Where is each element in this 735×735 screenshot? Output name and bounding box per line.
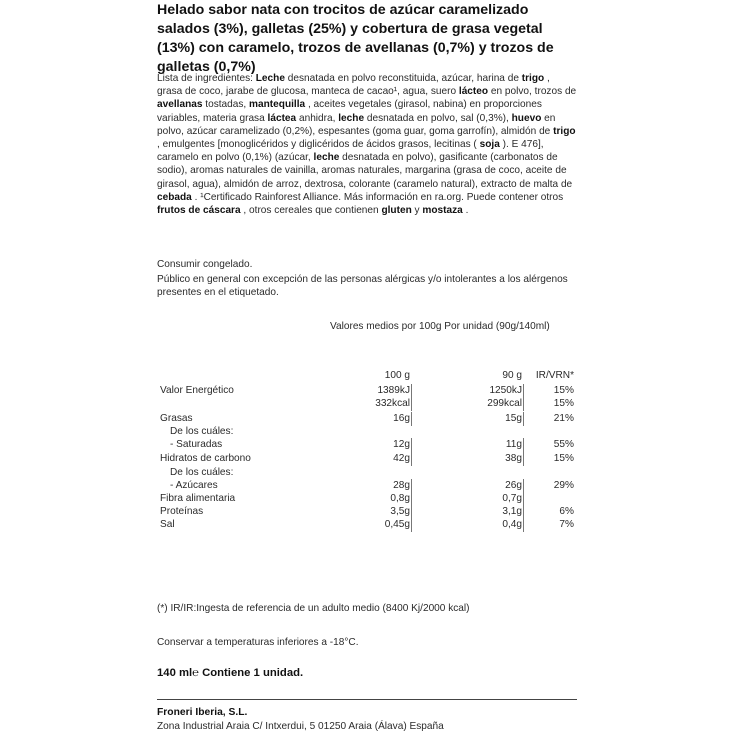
value-per-unit: 11g (505, 439, 522, 450)
nutrient-label: Hidratos de carbono (160, 453, 251, 464)
ingredient-text: desnatada en polvo), gasificante (carbonatos de sodio), aromas naturales de vainilla, aromas naturales, margarina (grasa de coco, aceite de girasol, agua), almidón de arroz, dextrosa, colorante (caramelo natural), extracto de malta de (157, 152, 573, 190)
ingredient-text: desnatada en polvo reconstituida, azúcar, harina de (284, 73, 522, 84)
ingredient-text: , grasa de coco, jarabe de glucosa, manteca de cacao¹, agua, suero (157, 73, 550, 98)
company-address: Zona Industrial Araia C/ Intxerdui, 5 01250 Araia (Álava) España (157, 721, 444, 732)
header-unit: 90 g (502, 370, 522, 381)
footer-divider (157, 699, 577, 700)
product-title: Helado sabor nata con trocitos de azúcar caramelizado salados (3%), galletas (25%) y cobertura de grasa vegetal (13%) con caramelo, trozos de avellanas (0,7%) y trozos de galletas (0,7%) (157, 2, 554, 75)
header-ir: IR/VRN* (535, 370, 574, 381)
ingredient-text: , otros cereales que contienen (240, 205, 382, 217)
net-quantity: 140 ml℮ Contiene 1 unidad. (157, 667, 304, 679)
value-per-100g: 28g (393, 480, 410, 491)
nutrient-label: Sal (160, 519, 175, 530)
value-ir: 7% (559, 519, 574, 530)
ingredients-list (157, 72, 577, 217)
allergen-term: Leche (255, 73, 285, 84)
column-separator (523, 397, 524, 411)
allergen-term: trigo (521, 73, 545, 84)
header-100g: 100 g (384, 370, 410, 381)
allergen-term: mostaza (422, 205, 463, 217)
value-per-100g: 42g (393, 453, 410, 464)
ingredient-text: en polvo, trozos de (488, 86, 577, 98)
nutrient-label: Valor Energético (160, 385, 234, 396)
ingredient-text: y (411, 205, 423, 217)
nutrient-label: De los cuáles: (170, 426, 234, 437)
allergen-term: avellanas (157, 99, 203, 111)
column-separator (523, 438, 524, 452)
nutrient-label: Grasas (160, 413, 193, 424)
column-separator (411, 492, 412, 506)
allergen-term: leche (313, 152, 340, 164)
value-per-unit: 1250kJ (489, 385, 522, 396)
value-per-unit: 0,4g (502, 519, 522, 530)
allergen-term: lácteo (458, 86, 489, 98)
value-ir: 15% (553, 398, 574, 409)
column-separator (411, 397, 412, 411)
nutrient-label: De los cuáles: (170, 467, 234, 478)
value-per-100g: 16g (393, 413, 410, 424)
value-per-100g: 3,5g (390, 506, 410, 517)
value-per-unit: 299kcal (487, 398, 522, 409)
value-ir: 15% (553, 453, 574, 464)
value-per-unit: 3,1g (502, 506, 522, 517)
column-separator (523, 492, 524, 506)
audience-note: Público en general con excepción de las personas alérgicas y/o intolerantes a los alérgenos presentes en el etiquetado. (157, 274, 568, 299)
nutrient-label: Proteínas (160, 506, 204, 517)
value-per-unit: 0,7g (502, 493, 522, 504)
value-ir: 29% (553, 480, 574, 491)
column-separator (523, 452, 524, 466)
column-separator (411, 438, 412, 452)
ingredient-text: , emulgentes [monoglicéridos y diglicéridos de ácidos grasos, lecitinas ( (157, 139, 480, 151)
column-separator (523, 505, 524, 519)
allergen-term: trigo (553, 125, 576, 137)
value-per-100g: 1389kJ (377, 385, 410, 396)
value-per-100g: 332kcal (375, 398, 410, 409)
nutrient-label: - Azúcares (170, 480, 218, 491)
column-separator (411, 384, 412, 398)
ingredient-text: desnatada en polvo, sal (0,3%), (364, 112, 512, 124)
column-separator (523, 518, 524, 532)
column-separator (523, 479, 524, 493)
allergen-term: gluten (381, 205, 412, 217)
ir-footnote: (*) IR/IR:Ingesta de referencia de un adulto medio (8400 Kj/2000 kcal) (157, 603, 470, 614)
nutrient-label: Fibra alimentaria (160, 493, 236, 504)
value-per-100g: 0,8g (390, 493, 410, 504)
column-separator (411, 505, 412, 519)
allergen-term: cebada (157, 191, 192, 203)
value-per-100g: 12g (393, 439, 410, 450)
company-name: Froneri Iberia, S.L. (157, 707, 248, 718)
column-separator (411, 479, 412, 493)
ingredient-text: anhidra, (296, 112, 339, 124)
ingredient-text: . ¹Certificado Rainforest Alliance. Más información en ra.org. Puede contener otros (191, 191, 564, 203)
allergen-term: mantequilla (249, 99, 306, 111)
table-caption: Valores medios por 100g Por unidad (90g/140ml) (330, 321, 550, 332)
value-ir: 6% (559, 506, 574, 517)
value-ir: 21% (553, 413, 574, 424)
allergen-term: leche (338, 112, 365, 124)
storage-note: Conservar a temperaturas inferiores a -18°C. (157, 637, 359, 648)
ingredient-text: ). E 476], caramelo en polvo (0,1%) (azúcar, (157, 139, 544, 164)
column-separator (523, 412, 524, 426)
value-per-unit: 26g (505, 480, 522, 491)
allergen-term: soja (479, 139, 500, 151)
column-separator (411, 412, 412, 426)
ingredient-text: , aceites vegetales (girasol, nabina) en proporciones variables, materia grasa (157, 99, 542, 124)
value-ir: 15% (553, 385, 574, 396)
ingredient-text: en polvo, azúcar caramelizado (0,2%), espesantes (goma guar, goma garrofín), almidón de (157, 112, 556, 137)
ingredient-text: Lista de ingredientes: (157, 73, 256, 84)
column-separator (523, 384, 524, 398)
nutrient-label: - Saturadas (170, 439, 223, 450)
value-per-100g: 0,45g (384, 519, 410, 530)
value-per-unit: 15g (505, 413, 522, 424)
value-per-unit: 38g (505, 453, 522, 464)
column-separator (411, 518, 412, 532)
allergen-term: huevo (511, 112, 542, 124)
value-ir: 55% (553, 439, 574, 450)
ingredient-text: . (462, 205, 469, 217)
allergen-term: láctea (267, 112, 297, 124)
allergen-term: frutos de cáscara (157, 205, 241, 217)
ingredient-text: tostadas, (202, 99, 250, 111)
usage-note: Consumir congelado. (157, 259, 253, 270)
column-separator (411, 452, 412, 466)
